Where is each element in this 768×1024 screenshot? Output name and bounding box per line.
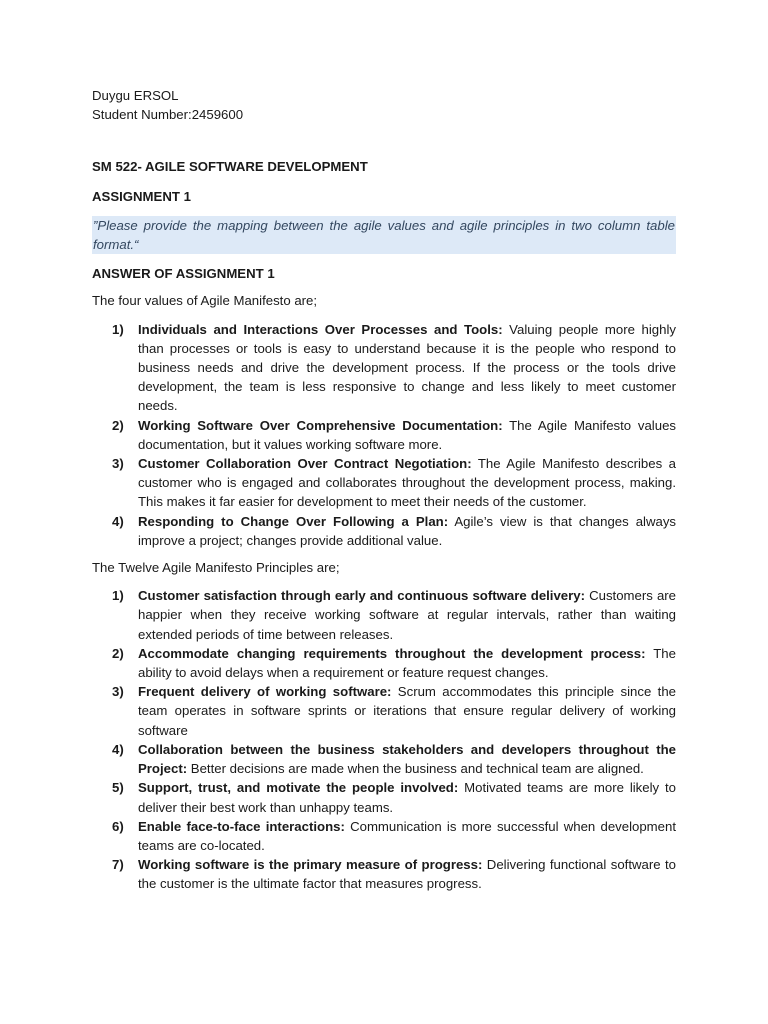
item-number: 2) <box>112 417 124 433</box>
item-text: Valuing people more highly than processes or tools is easy to understand because it is the people who respond to business needs and drive the development process. If the process or the tools drive development, the team is less responsive to change and less likely to meet customer needs. <box>138 321 677 414</box>
agile-principles-list <box>92 586 676 893</box>
list-item <box>92 740 676 778</box>
values-intro: The four values of Agile Manifesto are; <box>92 293 318 309</box>
item-text: The Agile Manifesto values documentation, but it values working software more. <box>138 417 676 452</box>
item-title: Customer satisfaction through early and continuous software delivery: <box>138 588 586 604</box>
item-text: The Agile Manifesto describes a customer who is engaged and collaborates throughout the development process, making. This makes it far easier for development to meet their needs of the customer. <box>138 456 676 510</box>
item-title: Collaboration between the business stakeholders and developers throughout the Project: <box>138 741 676 777</box>
document-page <box>92 86 676 894</box>
item-number: 3) <box>112 684 124 700</box>
course-title: SM 522- AGILE SOFTWARE DEVELOPMENT <box>92 159 368 175</box>
item-number: 1) <box>112 321 124 337</box>
item-text: Better decisions are made when the business and technical team are aligned. <box>187 761 644 777</box>
item-number: 7) <box>112 857 124 873</box>
item-text: Customers are happier when they receive working software at regular intervals, rather than waiting extended periods of time between releases. <box>138 588 676 642</box>
answer-title: ANSWER OF ASSIGNMENT 1 <box>92 266 275 282</box>
item-text: Scrum accommodates this principle since the team operates in software sprints or iterations that ensure regular delivery of working software <box>138 684 676 738</box>
student-number: Student Number:2459600 <box>92 107 244 123</box>
list-item <box>92 855 676 893</box>
item-title: Working software is the primary measure of progress: <box>138 857 483 873</box>
item-title: Working Software Over Comprehensive Documentation: <box>138 417 503 433</box>
list-item <box>92 320 676 416</box>
item-number: 4) <box>112 513 124 529</box>
item-title: Accommodate changing requirements throughout the development process: <box>138 645 646 661</box>
list-item <box>92 682 676 740</box>
author-name: Duygu ERSOL <box>92 88 179 103</box>
agile-values-list <box>92 320 676 550</box>
item-title: Customer Collaboration Over Contract Negotiation: <box>138 456 472 472</box>
list-item <box>92 512 676 550</box>
list-item <box>92 778 676 816</box>
list-item <box>92 586 676 644</box>
item-number: 1) <box>112 588 124 604</box>
item-title: Individuals and Interactions Over Processes and Tools: <box>138 321 503 337</box>
assignment-prompt-quote: ”Please provide the mapping between the agile values and agile principles in two column table format.“ <box>92 216 676 254</box>
list-item <box>92 817 676 855</box>
item-text: Communication is more successful when development teams are co-located. <box>138 818 676 853</box>
item-title: Support, trust, and motivate the people involved: <box>138 780 459 796</box>
item-text: Delivering functional software to the customer is the ultimate factor that measures progress. <box>138 857 676 892</box>
item-number: 4) <box>112 741 124 757</box>
item-text: Agile’s view is that changes always improve a project; changes provide additional value. <box>138 513 677 548</box>
item-title: Enable face-to-face interactions: <box>138 818 345 834</box>
principles-intro: The Twelve Agile Manifesto Principles are; <box>92 560 340 576</box>
list-item <box>92 416 676 454</box>
item-number: 2) <box>112 645 124 661</box>
item-number: 5) <box>112 780 124 796</box>
item-text: The ability to avoid delays when a requirement or feature request changes. <box>138 645 676 681</box>
item-text: Motivated teams are more likely to deliver their best work than unhappy teams. <box>138 780 676 815</box>
item-title: Frequent delivery of working software: <box>138 684 392 700</box>
item-title: Responding to Change Over Following a Plan: <box>138 513 449 529</box>
item-number: 3) <box>112 456 124 472</box>
item-number: 6) <box>112 818 124 834</box>
list-item <box>92 454 676 512</box>
assignment-title: ASSIGNMENT 1 <box>92 188 191 204</box>
list-item <box>92 644 676 682</box>
